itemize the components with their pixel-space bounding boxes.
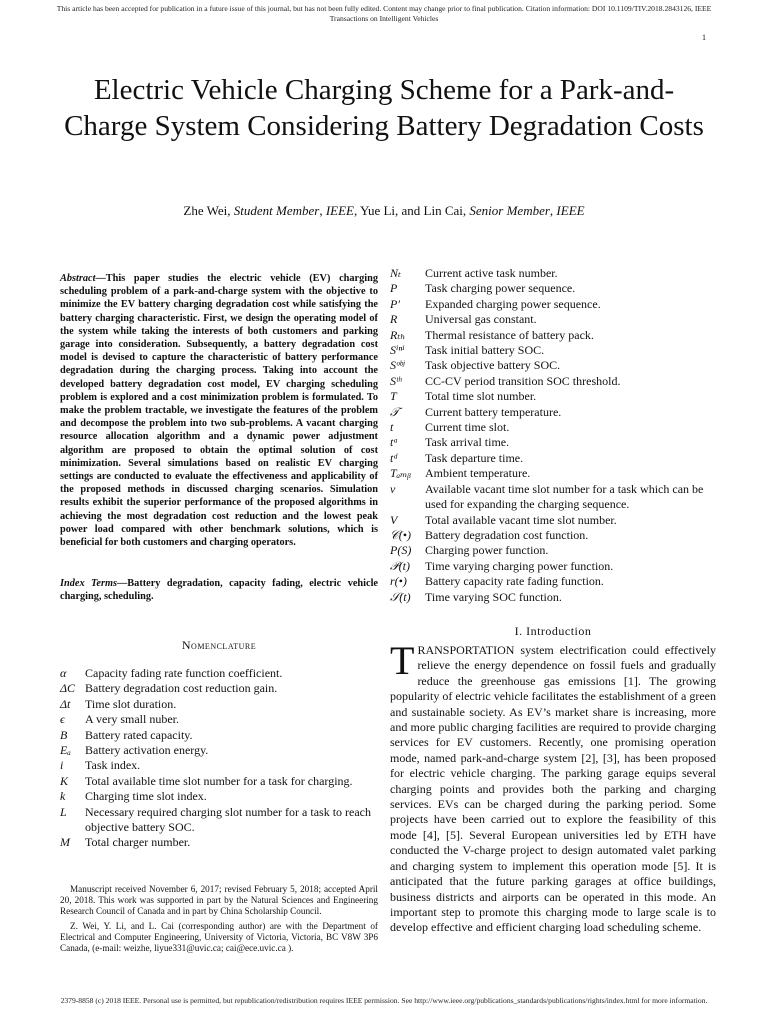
nomenclature-symbol: α (60, 666, 67, 680)
nomenclature-symbol: Sᵒᵇʲ (390, 358, 405, 373)
nomenclature-entry (60, 697, 378, 712)
nomenclature-symbol: Rₜₕ (390, 327, 406, 342)
nomenclature-entry (60, 835, 378, 850)
nomenclature-entry (390, 328, 716, 343)
author-line (60, 203, 708, 219)
header-line-1: This article has been accepted for publication in a future issue of this journal, but has not been fully edited. Content may change prior to final publication. Citation information: DOI 10.1109/TIV.2018.2843126, IEEE (56, 4, 712, 13)
nomenclature-definition: Charging time slot index. (85, 789, 207, 804)
nomenclature-entry (60, 681, 378, 696)
nomenclature-definition: Necessary required charging slot number for a task to reach objective battery SOC. (85, 804, 372, 835)
authors-rest: , Yue Li, and Lin Cai, (353, 203, 470, 218)
nomenclature-definition: Current active task number. (425, 266, 558, 280)
nomenclature-entry (390, 374, 716, 389)
nomenclature-definition: CC-CV period transition SOC threshold. (425, 373, 621, 388)
nomenclature-symbol: M (60, 835, 70, 850)
nomenclature-entry (390, 513, 716, 528)
nomenclature-entry (390, 559, 716, 574)
nomenclature-symbol: P (390, 281, 398, 296)
nomenclature-right (390, 266, 716, 605)
nomenclature-definition: Battery rated capacity. (85, 727, 193, 742)
nomenclature-definition: Time varying SOC function. (425, 589, 562, 604)
nomenclature-symbol: Tₐₘᵦ (390, 466, 411, 481)
copyright-notice: 2379-8858 (c) 2018 IEEE. Personal use is permitted, but republication/redistribution requires IEEE permission. See http://www.ieee.org/publications_standards/publications/rights/index.html for more information. (60, 996, 708, 1005)
nomenclature-heading: Nomenclature (181, 638, 257, 652)
nomenclature-definition: Charging power function. (425, 543, 549, 558)
nomenclature-symbol: ΔC (60, 681, 76, 696)
nomenclature-definition: Thermal resistance of battery pack. (425, 327, 594, 342)
nomenclature-symbol: ϵ (60, 712, 65, 727)
nomenclature-definition: Available vacant time slot number for a task which can be used for expanding the charging sequence. (425, 481, 704, 512)
nomenclature-definition: Task initial battery SOC. (425, 343, 545, 358)
nomenclature-entry (390, 574, 716, 589)
author-sep: , (319, 203, 326, 218)
author-sep: , (549, 203, 557, 218)
nomenclature-definition: Total time slot number. (425, 389, 537, 404)
nomenclature-symbol: 𝒯 (390, 404, 400, 419)
nomenclature-symbol: K (60, 773, 69, 788)
nomenclature-entry (390, 266, 716, 281)
nomenclature-symbol: 𝒮(t) (390, 589, 411, 604)
introduction-body (390, 638, 716, 936)
paper-title: Electric Vehicle Charging Scheme for a Park-and-Charge System Considering Battery Degradation Costs (64, 74, 704, 142)
nomenclature-entry (60, 728, 378, 743)
nomenclature-definition: Time varying charging power function. (425, 558, 614, 573)
nomenclature-entry (390, 590, 716, 605)
nomenclature-symbol: 𝒫(t) (390, 558, 410, 573)
nomenclature-entry (60, 712, 378, 727)
nomenclature-symbol: Sⁱⁿⁱ (390, 343, 405, 358)
index-terms-body: —Battery degradation, capacity fading, electric vehicle charging, scheduling. (60, 578, 378, 603)
nomenclature-definition: Capacity fading rate function coefficient. (85, 666, 283, 680)
nomenclature-symbol: Nₜ (390, 266, 401, 280)
nomenclature-entry (60, 774, 378, 789)
nomenclature-symbol: r(•) (390, 574, 407, 589)
nomenclature-definition: Task charging power sequence. (425, 281, 576, 296)
nomenclature-definition: Battery capacity rate fading function. (425, 574, 604, 589)
author-1-role: Student Member (233, 203, 320, 218)
nomenclature-definition: Ambient temperature. (425, 466, 531, 481)
nomenclature-symbol: V (390, 512, 398, 527)
nomenclature-definition: Battery degradation cost reduction gain. (85, 681, 278, 696)
nomenclature-symbol: P′ (390, 296, 400, 311)
nomenclature-entry (390, 451, 716, 466)
nomenclature-symbol: t (390, 420, 394, 435)
nomenclature-definition: Task index. (85, 758, 141, 773)
nomenclature-definition: Current battery temperature. (425, 404, 562, 419)
journal-header (20, 4, 748, 24)
nomenclature-symbol: tᵃ (390, 435, 399, 450)
nomenclature-entry (390, 543, 716, 558)
nomenclature-entry (390, 466, 716, 481)
introduction-heading: I. Introduction (514, 624, 592, 638)
nomenclature-definition: Task departure time. (425, 450, 524, 465)
author-3-role: Senior Member (469, 203, 550, 218)
author-1: Zhe Wei, (183, 203, 234, 218)
nomenclature-entry (390, 405, 716, 420)
index-terms-label: Index Terms (60, 578, 117, 589)
nomenclature-definition: Current time slot. (425, 420, 510, 435)
nomenclature-definition: Universal gas constant. (425, 312, 537, 327)
abstract (60, 272, 378, 549)
nomenclature-symbol: L (60, 804, 67, 819)
introduction-text: RANSPORTATION system electrification could effectively relieve the energy dependence on fossil fuels and gradually reduce the greenhouse gas emissions [1]. The growing popularity of electric vehicle facilitates the establishment of a green and sustainable society. As EV’s market share is increasing, more and more public charging facilities are required to provide charging services for EV customers. Recently, one promising operation mode, named park-and-charge system [2], [3], has been proposed for electric vehicle charging. The parking garage equips several charging points and provides both the parking and charging services. EVs can be charged during the parking period. Some projects have been carried out to explore the feasibility of this mode [4], [5]. Several European universities led by ETH have conducted the V-charge project to design automated valet parking and charging system to implement this operation mode [5]. It is anticipated that the future parking garages at office buildings, business districts and airports can be operated in this mode. An important step to promote this charging mode to large scale is to develop effective and efficient charging load scheduling scheme. (390, 643, 716, 935)
nomenclature-entry (390, 435, 716, 450)
nomenclature-entry (390, 528, 716, 543)
nomenclature-entry (60, 805, 378, 836)
nomenclature-definition: Total available vacant time slot number. (425, 512, 617, 527)
nomenclature-entry (60, 789, 378, 804)
nomenclature-definition: Task arrival time. (425, 435, 510, 450)
nomenclature-entry (390, 358, 716, 373)
nomenclature-entry (390, 482, 716, 513)
nomenclature-definition: Battery degradation cost function. (425, 527, 589, 542)
page-number: 1 (702, 33, 706, 42)
nomenclature-symbol: Eₐ (60, 743, 71, 758)
nomenclature-entry (390, 281, 716, 296)
footnotes (60, 884, 378, 957)
author-1-org: IEEE (325, 203, 354, 218)
nomenclature-definition: A very small nuber. (85, 712, 179, 727)
nomenclature-definition: Expanded charging power sequence. (425, 296, 601, 311)
nomenclature-symbol: v (390, 481, 396, 496)
nomenclature-definition: Task objective battery SOC. (425, 358, 561, 373)
nomenclature-entry (390, 297, 716, 312)
abstract-body: —This paper studies the electric vehicle (EV) charging scheduling problem of a park-and-charge system with the objective to minimize the EV battery charging degradation cost while satisfying the battery charging characteristic. First, we design the operating model of the system while taking the interests of both customers and parking garage into consideration. Subsequently, a battery degradation cost model is devised to capture the characteristic of battery performance degradation during the charging process. Taking into account the developed battery degradation cost model, EV charging scheduling problem is explored and a cost minimization problem is formulated. To make the problem tractable, we investigate the features of the problem and decompose the problem into two sub-problems. A vacant charging resource allocation algorithm and a dynamic power adjustment algorithm are proposed to obtain the optimal solution of cost minimization. Several simulations based on realistic EV charging settings are conducted to evaluate the effectiveness and applicability of the proposed methods in discussed charging scenarios. Simulation results exhibit the superior performance of the proposed algorithms in achieving the most degradation cost reduction and the lowest peak power load compared with other benchmark solutions, which is beneficial for both customers and charging operators. (60, 273, 378, 549)
nomenclature-entry (60, 666, 378, 681)
nomenclature-entry (60, 758, 378, 773)
index-terms (60, 577, 378, 603)
nomenclature-symbol: R (390, 312, 398, 327)
nomenclature-definition: Battery activation energy. (85, 743, 209, 758)
nomenclature-symbol: tᵈ (390, 450, 398, 465)
header-line-2: Transactions on Intelligent Vehicles (329, 14, 439, 23)
nomenclature-symbol: B (60, 727, 68, 742)
footnote-manuscript: Manuscript received November 6, 2017; revised February 5, 2018; accepted April 20, 2018. This work was supported in part by the Natural Sciences and Engineering Research Council of Canada and in part by China Scholarship Council. (60, 884, 378, 917)
nomenclature-definition: Total available time slot number for a task for charging. (85, 773, 353, 788)
nomenclature-entry (390, 312, 716, 327)
nomenclature-symbol: P(S) (390, 543, 412, 558)
abstract-label: Abstract (60, 273, 96, 284)
nomenclature-symbol: T (390, 389, 397, 404)
footnote-affiliation: Z. Wei, Y. Li, and L. Cai (corresponding author) are with the Department of Electrical and Computer Engineering, University of Victoria, Victoria, BC V8W 3P6 Canada, (e-mail: weizhe, liyue331@uvic.ca; cai@ece.uvic.ca ). (60, 920, 378, 954)
nomenclature-symbol: 𝒞(•) (390, 527, 411, 542)
nomenclature-left (60, 666, 378, 851)
author-3-org: IEEE (556, 203, 585, 218)
nomenclature-definition: Time slot duration. (85, 696, 177, 711)
nomenclature-symbol: Δt (60, 696, 71, 711)
nomenclature-entry (60, 743, 378, 758)
nomenclature-symbol: i (60, 758, 64, 773)
nomenclature-entry (390, 389, 716, 404)
nomenclature-entry (390, 343, 716, 358)
nomenclature-entry (390, 420, 716, 435)
nomenclature-symbol: k (60, 789, 66, 804)
nomenclature-definition: Total charger number. (85, 835, 191, 850)
dropcap: T (390, 638, 415, 683)
nomenclature-symbol: Sᵗʰ (390, 373, 402, 388)
